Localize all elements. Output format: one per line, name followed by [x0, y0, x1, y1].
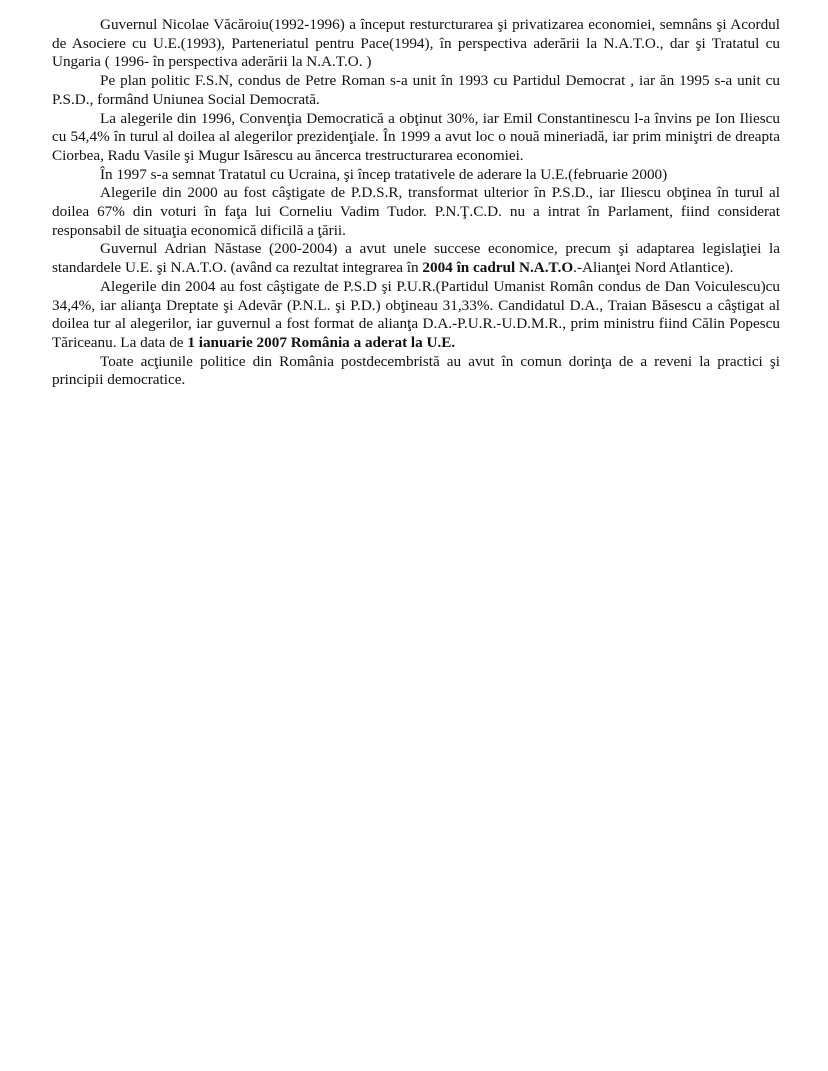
nato-accession-bold: 2004 în cadrul N.A.T.O: [422, 259, 574, 277]
eu-accession-bold: 1 ianuarie 2007 România a aderat la U.E.: [187, 333, 456, 351]
document-page: [52, 16, 780, 390]
paragraph-elections-2000: Alegerile din 2000 au fost câştigate de P.D.S.R, transformat ulterior în P.S.D., iar Iliescu obţinea în turul al doilea 67% din voturi în faţa lui Corneliu Vadim Tudor. P.N.Ţ.C.D. nu a intrat în Parlament, fiind considerat responsabil de situaţia economică dificilă a ţării.: [52, 184, 780, 239]
paragraph-nastase-government: [52, 240, 780, 277]
paragraph-text-before: Guvernul Adrian Năstase (200-2004) a avut unele succese economice, precum şi adaptarea legislaţiei la standardele U.E. şi N.A.T.O. (având ca rezultat integrarea în: [52, 240, 780, 277]
paragraph-elections-1996: La alegerile din 1996, Convenţia Democratică a obţinut 30%, iar Emil Constantinescu l-a învins pe Ion Iliescu cu 54,4% în turul al doilea al alegerilor prezidenţiale. În 1999 a avut loc o nouă mineriadă, iar prim miniştri de dreapta Ciorbea, Radu Vasile şi Mugur Isărescu au ăncerca trestructurarea economiei.: [52, 109, 780, 164]
paragraph-ukraine-treaty: În 1997 s-a semnat Tratatul cu Ucraina, şi încep tratativele de aderare la U.E.(februarie 2000): [100, 165, 668, 183]
paragraph-text-after: .-Alianţei Nord Atlantice).: [573, 259, 734, 277]
paragraph-vacaroiu-government: Guvernul Nicolae Văcăroiu(1992-1996) a început resturcturarea şi privatizarea economiei, semnâns şi Acordul de Asociere cu U.E.(1993), Parteneriatul pentru Pace(1994), în perspectiva aderării la N.A.T.O., dar şi Tratatul cu Ungaria ( 1996- în perspectiva aderării la N.A.T.O. ): [52, 16, 780, 71]
paragraph-text-before: Alegerile din 2004 au fost câştigate de P.S.D şi P.U.R.(Partidul Umanist Român condus de Dan Voiculescu)cu 34,4%, iar alianţa Dreptate şi Adevăr (P.N.L. şi P.D.) obţineau 31,33%. Candidatul D.A., Traian Băsescu a câştigat al doilea tur al alegerilor, iar guvernul a fost format de alianţa D.A.-P.U.R.-U.D.M.R., prim ministru fiind Călin Popescu Tăriceanu. La data de: [52, 277, 780, 351]
paragraph-conclusion: Toate acţiunile politice din România postdecembristă au avut în comun dorinţa de a reveni la practici şi principii democratice.: [52, 352, 780, 389]
paragraph-fsn-politics: Pe plan politic F.S.N, condus de Petre Roman s-a unit în 1993 cu Partidul Democrat , iar ăn 1995 s-a unit cu P.S.D., formând Uniunea Social Democrată.: [52, 72, 780, 108]
paragraph-elections-2004: [52, 278, 780, 353]
